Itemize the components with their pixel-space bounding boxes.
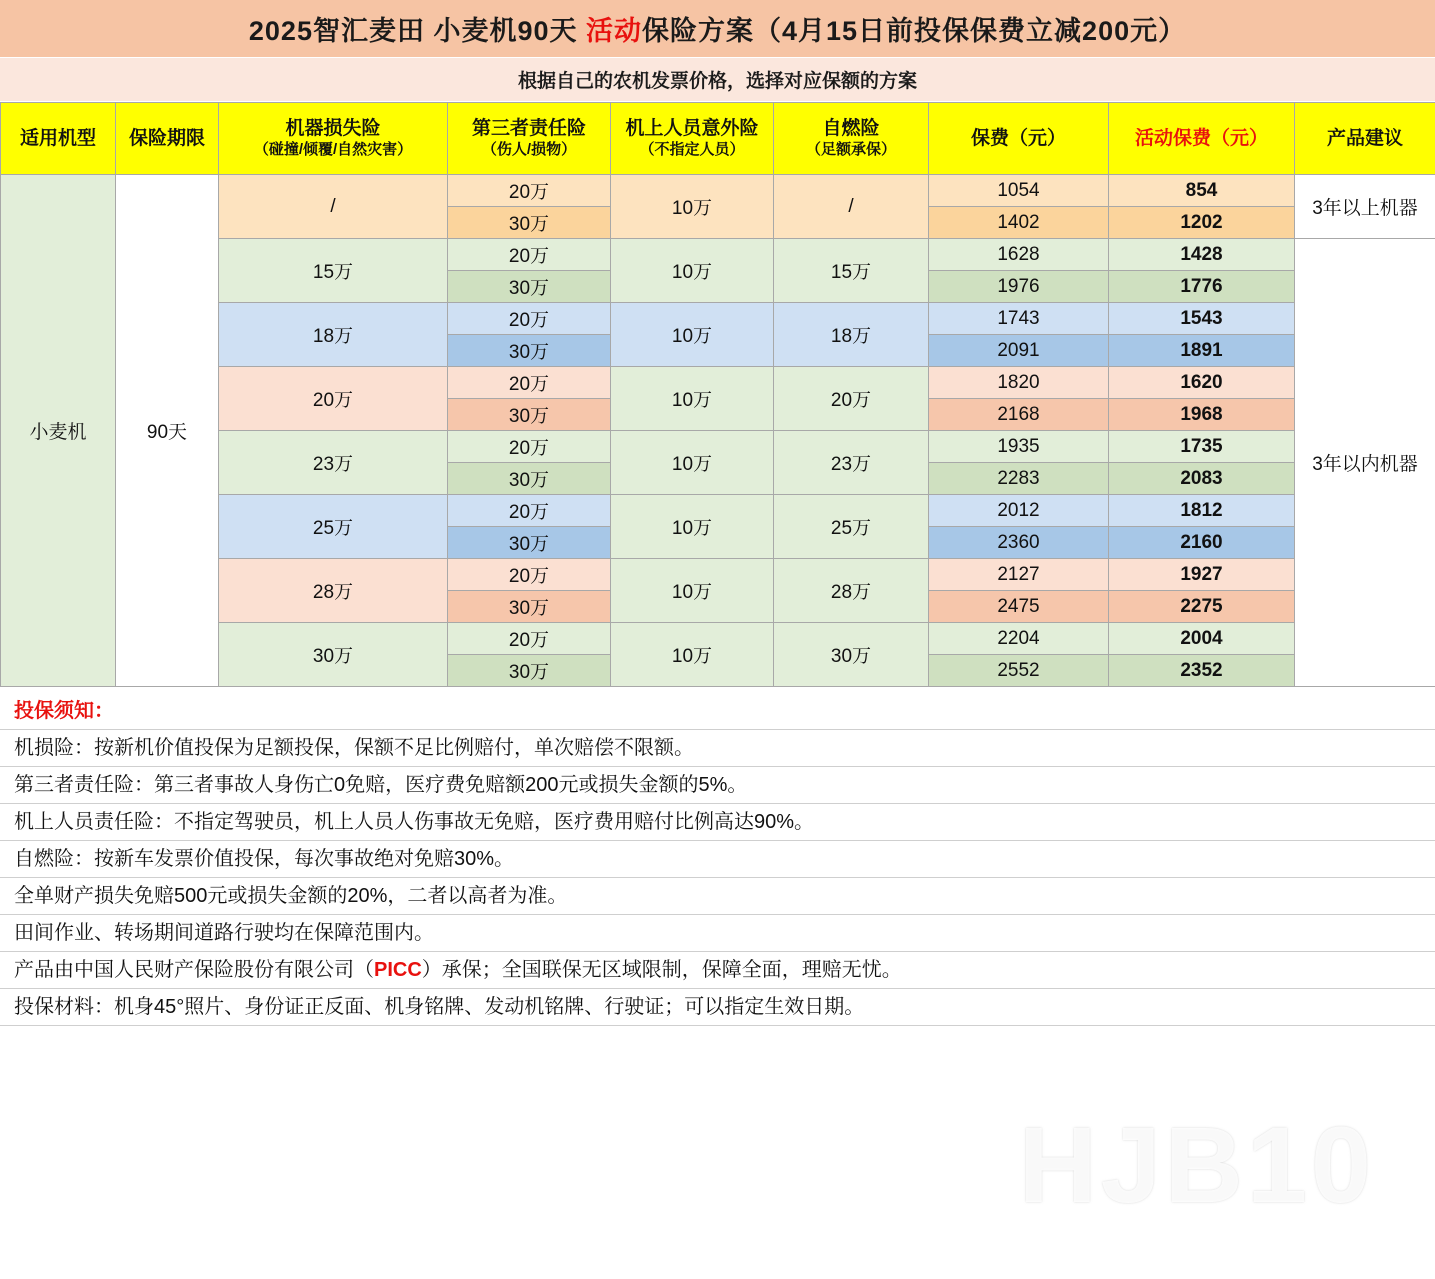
cell-promo-premium: 1812 bbox=[1109, 495, 1295, 527]
cell-promo-premium: 1968 bbox=[1109, 399, 1295, 431]
subtitle-band bbox=[0, 58, 1435, 102]
cell-third-party: 20万 bbox=[448, 303, 611, 335]
note-line-underwriter bbox=[0, 952, 1435, 989]
note-line-materials: 投保材料：机身45°照片、身份证正反面、机身铭牌、发动机铭牌、行驶证；可以指定生效日期。 bbox=[0, 989, 1435, 1026]
column-header-spontaneous bbox=[774, 103, 929, 175]
cell-machine-loss: 15万 bbox=[219, 239, 448, 303]
column-title: 活动保费（元） bbox=[1134, 127, 1268, 149]
notes-section bbox=[0, 687, 1435, 1026]
cell-promo-premium: 1428 bbox=[1109, 239, 1295, 271]
column-header-premium bbox=[929, 103, 1109, 175]
note-line-onboard: 机上人员责任险：不指定驾驶员，机上人员人伤事故无免赔，医疗费用赔付比例高达90%。 bbox=[0, 804, 1435, 841]
cell-spontaneous: 28万 bbox=[774, 559, 929, 623]
cell-spontaneous: 15万 bbox=[774, 239, 929, 303]
cell-machine-loss: 20万 bbox=[219, 367, 448, 431]
title-highlight: 活动 bbox=[586, 16, 642, 46]
cell-promo-premium: 1202 bbox=[1109, 207, 1295, 239]
title-prefix: 2025智汇麦田 小麦机90天 bbox=[248, 16, 586, 46]
column-subtitle: （伤人/损物） bbox=[481, 141, 577, 158]
column-title: 保费（元） bbox=[970, 127, 1066, 149]
column-title: 机器损失险 bbox=[285, 118, 381, 140]
cell-third-party: 30万 bbox=[448, 463, 611, 495]
cell-spontaneous: 30万 bbox=[774, 623, 929, 687]
cell-promo-premium: 2160 bbox=[1109, 527, 1295, 559]
cell-third-party: 30万 bbox=[448, 335, 611, 367]
cell-third-party: 20万 bbox=[448, 239, 611, 271]
cell-onboard: 10万 bbox=[611, 367, 774, 431]
column-title: 产品建议 bbox=[1326, 127, 1403, 149]
cell-promo-premium: 2275 bbox=[1109, 591, 1295, 623]
column-subtitle: （碰撞/倾覆/自然灾害） bbox=[253, 141, 413, 158]
cell-premium: 2091 bbox=[929, 335, 1109, 367]
cell-spontaneous: / bbox=[774, 175, 929, 239]
cell-model: 小麦机 bbox=[1, 175, 116, 687]
cell-promo-premium: 1735 bbox=[1109, 431, 1295, 463]
column-title: 第三者责任险 bbox=[471, 118, 586, 140]
cell-promo-premium: 2083 bbox=[1109, 463, 1295, 495]
cell-premium: 1402 bbox=[929, 207, 1109, 239]
cell-spontaneous: 18万 bbox=[774, 303, 929, 367]
cell-third-party: 20万 bbox=[448, 175, 611, 207]
cell-onboard: 10万 bbox=[611, 623, 774, 687]
cell-premium: 2552 bbox=[929, 655, 1109, 687]
cell-onboard: 10万 bbox=[611, 175, 774, 239]
cell-period: 90天 bbox=[116, 175, 219, 687]
cell-onboard: 10万 bbox=[611, 239, 774, 303]
cell-premium: 2127 bbox=[929, 559, 1109, 591]
cell-premium: 1976 bbox=[929, 271, 1109, 303]
cell-premium: 2475 bbox=[929, 591, 1109, 623]
cell-machine-loss: 23万 bbox=[219, 431, 448, 495]
cell-promo-premium: 2352 bbox=[1109, 655, 1295, 687]
note-line-machine-loss: 机损险：按新机价值投保为足额投保，保额不足比例赔付，单次赔偿不限额。 bbox=[0, 730, 1435, 767]
cell-advice-bottom: 3年以内机器 bbox=[1295, 239, 1435, 687]
cell-promo-premium: 1776 bbox=[1109, 271, 1295, 303]
underwriter-before: 产品由中国人民财产保险股份有限公司（ bbox=[14, 959, 374, 981]
title-band bbox=[0, 0, 1435, 58]
cell-advice-top: 3年以上机器 bbox=[1295, 175, 1435, 239]
cell-third-party: 20万 bbox=[448, 623, 611, 655]
note-line-deductible: 全单财产损失免赔500元或损失金额的20%，二者以高者为准。 bbox=[0, 878, 1435, 915]
cell-premium: 1935 bbox=[929, 431, 1109, 463]
column-title: 保险期限 bbox=[128, 127, 205, 149]
cell-machine-loss: 30万 bbox=[219, 623, 448, 687]
cell-promo-premium: 854 bbox=[1109, 175, 1295, 207]
cell-third-party: 20万 bbox=[448, 367, 611, 399]
pricing-table bbox=[0, 102, 1435, 687]
note-line-third-party: 第三者责任险：第三者事故人身伤亡0免赔，医疗费免赔额200元或损失金额的5%。 bbox=[0, 767, 1435, 804]
cell-promo-premium: 1927 bbox=[1109, 559, 1295, 591]
cell-premium: 1628 bbox=[929, 239, 1109, 271]
cell-premium: 2168 bbox=[929, 399, 1109, 431]
cell-third-party: 30万 bbox=[448, 655, 611, 687]
column-header-machine-loss bbox=[219, 103, 448, 175]
column-title: 机上人员意外险 bbox=[625, 118, 759, 140]
cell-machine-loss: 18万 bbox=[219, 303, 448, 367]
page-subtitle: 根据自己的农机发票价格，选择对应保额的方案 bbox=[517, 71, 917, 92]
cell-spontaneous: 23万 bbox=[774, 431, 929, 495]
cell-machine-loss: / bbox=[219, 175, 448, 239]
column-header-third-party bbox=[448, 103, 611, 175]
notes-heading: 投保须知： bbox=[0, 693, 1435, 730]
cell-third-party: 30万 bbox=[448, 271, 611, 303]
table-header-row bbox=[1, 103, 1435, 175]
cell-onboard: 10万 bbox=[611, 431, 774, 495]
note-line-spontaneous: 自燃险：按新车发票价值投保，每次事故绝对免赔30%。 bbox=[0, 841, 1435, 878]
cell-premium: 2204 bbox=[929, 623, 1109, 655]
cell-onboard: 10万 bbox=[611, 303, 774, 367]
column-title: 自燃险 bbox=[822, 118, 880, 140]
cell-premium: 2012 bbox=[929, 495, 1109, 527]
column-subtitle: （足额承保） bbox=[805, 141, 896, 158]
cell-third-party: 20万 bbox=[448, 559, 611, 591]
note-line-coverage-scope: 田间作业、转场期间道路行驶均在保障范围内。 bbox=[0, 915, 1435, 952]
cell-third-party: 30万 bbox=[448, 399, 611, 431]
column-title: 适用机型 bbox=[19, 127, 96, 149]
cell-promo-premium: 1543 bbox=[1109, 303, 1295, 335]
cell-machine-loss: 28万 bbox=[219, 559, 448, 623]
table-body bbox=[1, 175, 1435, 687]
page-title bbox=[249, 9, 1186, 48]
cell-onboard: 10万 bbox=[611, 495, 774, 559]
column-header-onboard-accident bbox=[611, 103, 774, 175]
column-header-period bbox=[116, 103, 219, 175]
cell-third-party: 30万 bbox=[448, 527, 611, 559]
cell-promo-premium: 2004 bbox=[1109, 623, 1295, 655]
cell-promo-premium: 1620 bbox=[1109, 367, 1295, 399]
column-header-model bbox=[1, 103, 116, 175]
cell-premium: 1054 bbox=[929, 175, 1109, 207]
cell-premium: 1743 bbox=[929, 303, 1109, 335]
cell-premium: 2283 bbox=[929, 463, 1109, 495]
column-subtitle: （不指定人员） bbox=[639, 141, 745, 158]
underwriter-after: ）承保；全国联保无区域限制，保障全面，理赔无忧。 bbox=[421, 959, 902, 981]
watermark: HJB10 bbox=[1018, 1104, 1375, 1225]
title-suffix: 保险方案（4月15日前投保保费立减200元） bbox=[642, 16, 1187, 46]
column-header-promo-premium bbox=[1109, 103, 1295, 175]
cell-machine-loss: 25万 bbox=[219, 495, 448, 559]
cell-premium: 2360 bbox=[929, 527, 1109, 559]
cell-spontaneous: 25万 bbox=[774, 495, 929, 559]
cell-promo-premium: 1891 bbox=[1109, 335, 1295, 367]
cell-spontaneous: 20万 bbox=[774, 367, 929, 431]
table-row bbox=[1, 175, 1435, 207]
picc-label: PICC bbox=[374, 959, 422, 981]
column-header-advice bbox=[1295, 103, 1435, 175]
cell-premium: 1820 bbox=[929, 367, 1109, 399]
cell-third-party: 20万 bbox=[448, 431, 611, 463]
cell-third-party: 30万 bbox=[448, 207, 611, 239]
cell-third-party: 20万 bbox=[448, 495, 611, 527]
cell-third-party: 30万 bbox=[448, 591, 611, 623]
cell-onboard: 10万 bbox=[611, 559, 774, 623]
